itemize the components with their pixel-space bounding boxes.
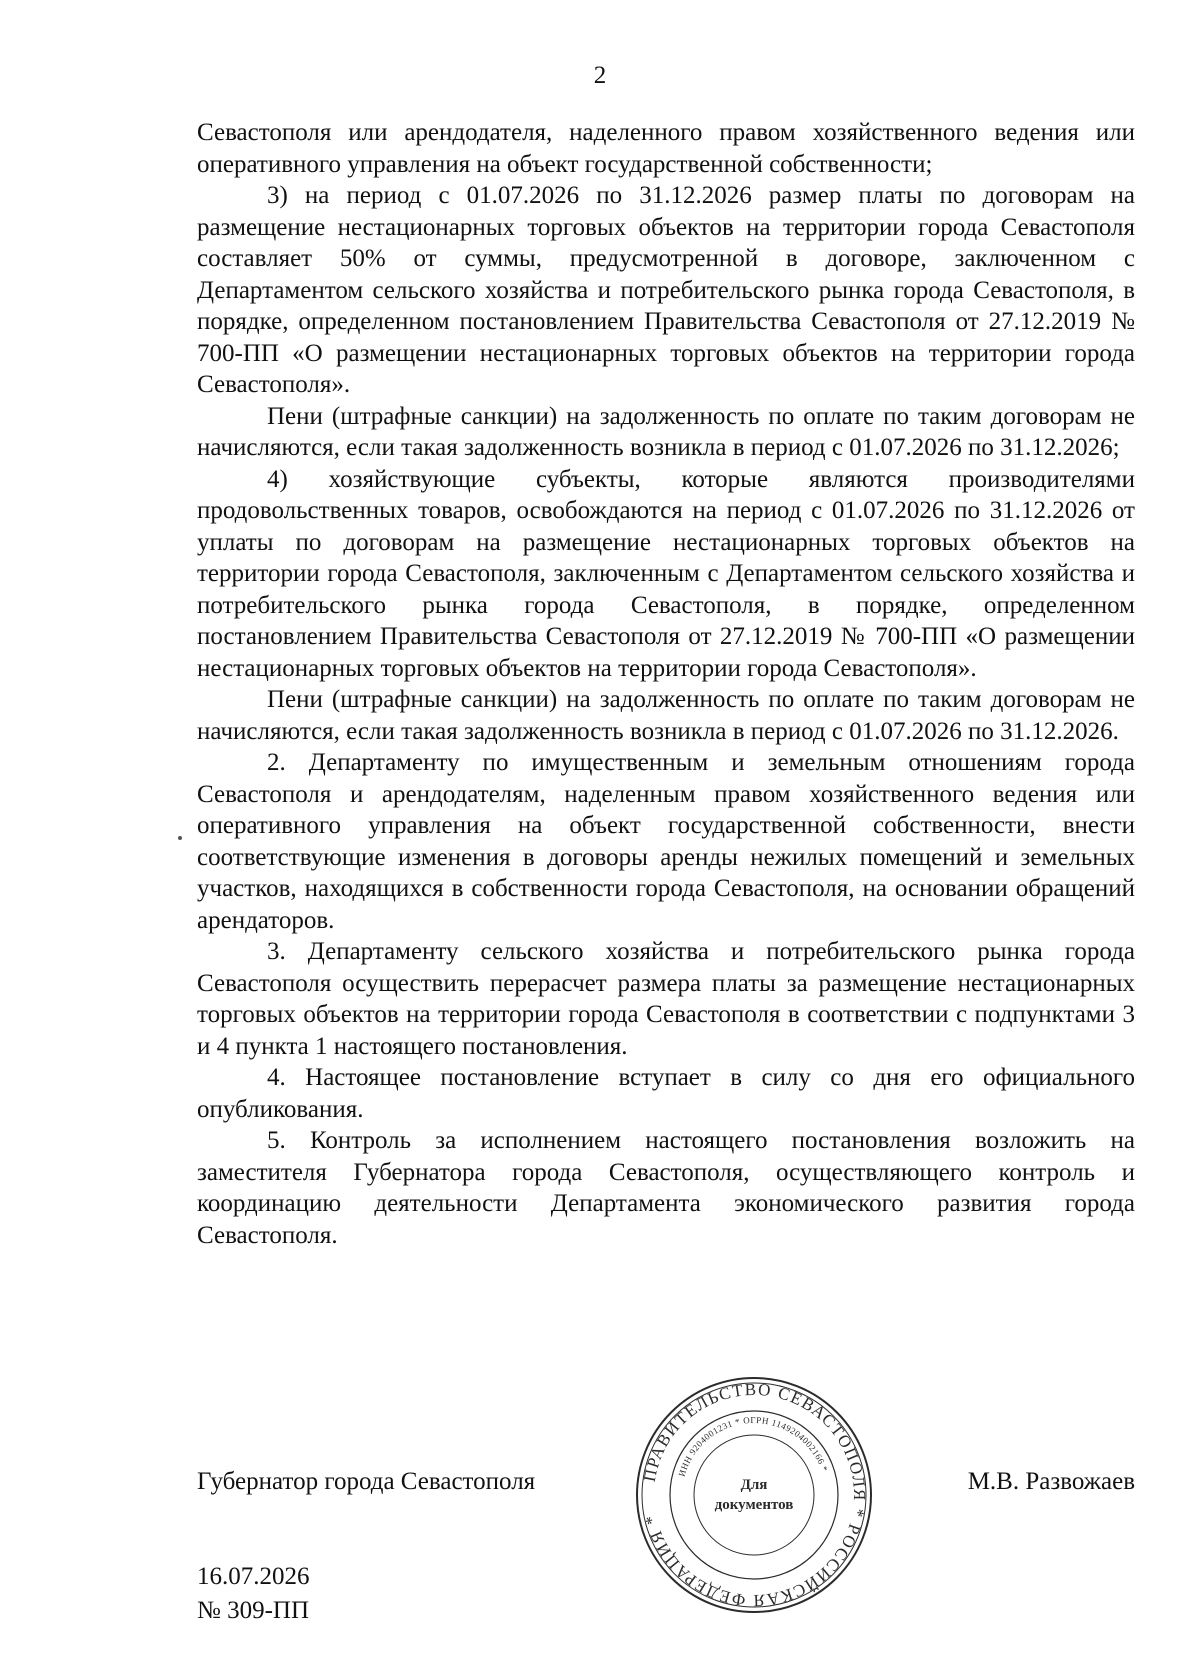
paragraph: 3. Департаменту сельского хозяйства и потребительского рынка города Севастополя осуществить перерасчет размера платы за размещение нестационарных торговых объектов на территории города Севастополя в соответствии с подпунктами 3 и 4 пункта 1 настоящего постановления. [197,938,1135,1060]
paragraph: Севастополя или арендодателя, наделенного правом хозяйственного ведения или оперативного управления на объект государственной собственности; [197,119,1135,178]
paragraph: 2. Департаменту по имущественным и земельным отношениям города Севастополя и арендодателям, наделенным правом хозяйственного ведения или оперативного управления на объект государственной собственности, внести соответствующие изменения в договоры аренды нежилых помещений и земельных участков, находящихся в собственности города Севастополя, на основании обращений арендаторов. [197,749,1135,934]
svg-text:Для: Для [740,1477,768,1493]
paragraph: Пени (штрафные санкции) на задолженность по оплате по таким договорам не начисляются, если такая задолженность возникла в период с 01.07.2026 по 31.12.2026. [197,686,1135,745]
document-number: № 309-ПП [197,1597,310,1624]
signatory-name: М.В. Развожаев [967,1468,1135,1495]
svg-text:ПРАВИТЕЛЬСТВО СЕВАСТОПОЛЯ * РО: ПРАВИТЕЛЬСТВО СЕВАСТОПОЛЯ * РОССИЙСКАЯ ФЕДЕРАЦИЯ * [639,1379,870,1611]
paragraph: 4) хозяйствующие субъекты, которые являются производителями продовольственных товаров, освобождаются на период с 01.07.2026 по 31.12.2026 от уплаты по договорам на размещение нестационарных торговых объектов на территории города Севастополя, заключенным с Департаментом сельского хозяйства и потребительского рынка города Севастополя, в порядке, определенном постановлением Правительства Севастополя от 27.12.2019 № 700-ПП «О размещении нестационарных торговых объектов на территории города Севастополя». [197,465,1135,682]
paragraph: 3) на период с 01.07.2026 по 31.12.2026 размер платы по договорам на размещение нестационарных торговых объектов на территории города Севастополя составляет 50% от суммы, предусмотренной в договоре, заключенном с Департаментом сельского хозяйства и потребительского рынка города Севастополя, в порядке, определенном постановлением Правительства Севастополя от 27.12.2019 № 700-ПП «О размещении нестационарных торговых объектов на территории города Севастополя». [197,182,1135,398]
paragraph: 4. Настоящее постановление вступает в силу со дня его официального опубликования. [197,1064,1135,1123]
page-number: 2 [593,62,607,89]
svg-text:документов: документов [714,1497,794,1513]
document-body [197,117,1135,1251]
paragraph: 5. Контроль за исполнением настоящего постановления возложить на заместителя Губернатора города Севастополя, осуществляющего контроль и координацию деятельности Департамента экономического развития города Севастополя. [197,1127,1135,1249]
signatory-position: Губернатор города Севастополя [197,1468,536,1495]
official-seal [634,1375,874,1615]
scan-speck [178,836,182,840]
svg-text:ИНН 9204001231 * ОГРН 11492040: ИНН 9204001231 * ОГРН 1149204002166 * [676,1414,830,1478]
document-date: 16.07.2026 [197,1563,310,1590]
paragraph: Пени (штрафные санкции) на задолженность по оплате по таким договорам не начисляются, если такая задолженность возникла в период с 01.07.2026 по 31.12.2026; [197,402,1135,461]
